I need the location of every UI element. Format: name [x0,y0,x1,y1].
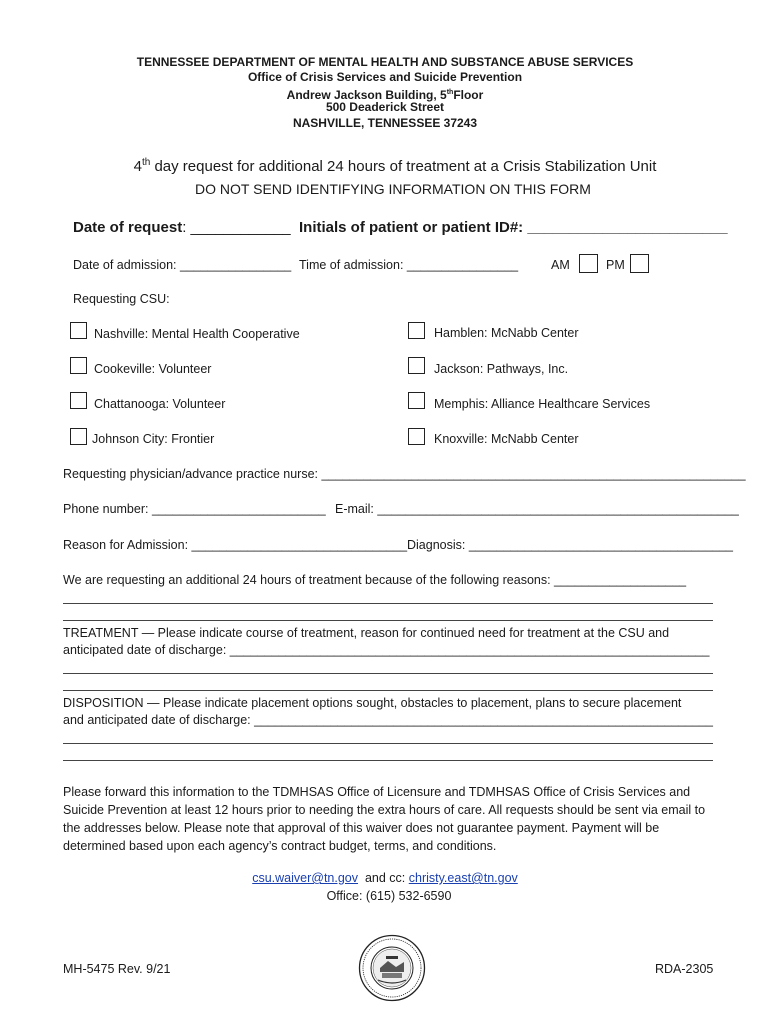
disposition-label: DISPOSITION — Please indicate placement options sought, obstacles to placement, plans to secure placement [63,696,682,710]
csu-johnson-city-label: Johnson City: Frontier [92,432,215,446]
street-address: 500 Deaderick Street [325,100,445,114]
form-number: MH-5475 Rev. 9/21 [63,962,171,976]
csu-jackson-label: Jackson: Pathways, Inc. [434,362,569,376]
date-of-admission-field[interactable]: Date of admission: ________________ [73,258,292,272]
csu-knoxville-label: Knoxville: McNabb Center [434,432,579,446]
csu-waiver-email-link[interactable]: csu.waiver@tn.gov [252,871,359,885]
office-phone: Office: (615) 532-6590 [326,889,452,903]
treatment-discharge-field[interactable]: anticipated date of discharge: _____________________________________________________________________ [63,643,710,657]
office-name: Office of Crisis Services and Suicide Prevention [247,70,523,84]
phone-field[interactable]: Phone number: _________________________ [63,502,326,516]
diagnosis-field[interactable]: Diagnosis: ______________________________________ [407,538,734,552]
initials-field[interactable]: Initials of patient or patient ID#: ________________________ [299,219,728,236]
csu-chattanooga-checkbox[interactable] [70,392,87,409]
christy-east-email-link[interactable]: christy.east@tn.gov [408,871,518,885]
csu-hamblen-checkbox[interactable] [408,322,425,339]
csu-nashville-checkbox[interactable] [70,322,87,339]
requesting-csu-label: Requesting CSU: [73,292,170,306]
csu-knoxville-checkbox[interactable] [408,428,425,445]
rda-number: RDA-2305 [655,962,714,976]
physician-field[interactable]: Requesting physician/advance practice nurse: _____________________________________________________________ [63,467,746,481]
dept-name: TENNESSEE DEPARTMENT OF MENTAL HEALTH AND SUBSTANCE ABUSE SERVICES [136,55,634,69]
csu-memphis-label: Memphis: Alliance Healthcare Services [434,397,651,411]
additional-reasons-field[interactable]: We are requesting an additional 24 hours of treatment because of the following reasons: ___________________ [63,573,687,587]
csu-chattanooga-label: Chattanooga: Volunteer [94,397,226,411]
reason-field[interactable]: Reason for Admission: _______________________________ [63,538,408,552]
instructions-paragraph: Please forward this information to the TDMHSAS Office of Licensure and TDMHSAS Office of Crisis Services and Suicide Prevention at least 12 hours prior to needing the extra hours of care. All requests should be sent via email to the addresses below. Please note that approval of this waiver does not guarantee payment. Payment will be determined based upon each agency’s contract budget, terms, and conditions. [63,785,706,853]
time-of-admission-field[interactable]: Time of admission: ________________ [299,258,519,272]
disposition-line-1[interactable] [63,743,713,744]
csu-cookeville-label: Cookeville: Volunteer [94,362,212,376]
csu-cookeville-checkbox[interactable] [70,357,87,374]
form-warning: DO NOT SEND IDENTIFYING INFORMATION ON THIS FORM [195,181,591,197]
disposition-discharge-field[interactable]: and anticipated date of discharge: __________________________________________________________________ [63,713,713,727]
am-label: AM [551,258,570,272]
form-title: 4th day request for additional 24 hours of treatment at a Crisis Stabilization Unit [133,157,657,175]
pm-checkbox[interactable] [630,254,649,273]
csu-jackson-checkbox[interactable] [408,357,425,374]
am-checkbox[interactable] [579,254,598,273]
email-field[interactable]: E-mail: ____________________________________________________ [335,502,739,516]
treatment-line-2[interactable] [63,690,713,691]
csu-nashville-label: Nashville: Mental Health Cooperative [94,327,300,341]
csu-johnson-city-checkbox[interactable] [70,428,87,445]
building-address: Andrew Jackson Building, 5thFloor [286,88,484,102]
city-state: NASHVILLE, TENNESSEE 37243 [292,116,478,130]
treatment-line-1[interactable] [63,673,713,674]
state-seal-icon [358,934,426,1002]
reason-line-2[interactable] [63,620,713,621]
reason-line-1[interactable] [63,603,713,604]
date-of-request-label[interactable]: Date of request: ____________ [73,219,291,236]
pm-label: PM [606,258,625,272]
treatment-label: TREATMENT — Please indicate course of treatment, reason for continued need for treatment at the CSU and [63,626,670,640]
csu-memphis-checkbox[interactable] [408,392,425,409]
disposition-line-2[interactable] [63,760,713,761]
contact-emails: csu.waiver@tn.gov and cc: christy.east@tn.gov [252,871,518,885]
csu-hamblen-label: Hamblen: McNabb Center [434,326,579,340]
